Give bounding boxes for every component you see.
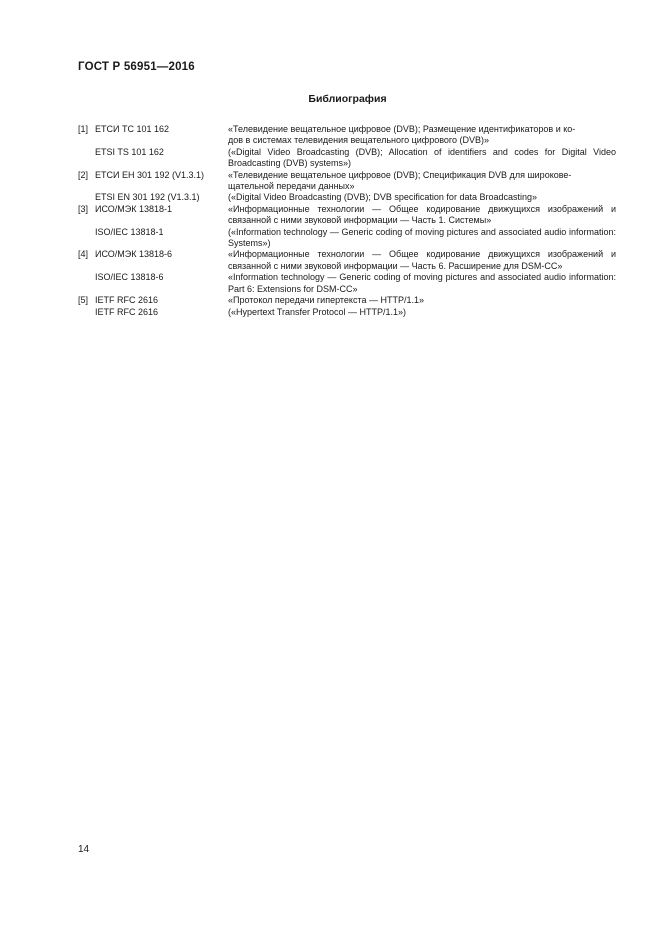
bibliography-row [78,249,616,272]
standard-code: ETSI EN 301 192 (V1.3.1) [95,192,200,203]
entry-number: [4] [78,249,89,260]
bibliography-entry [78,124,616,170]
bibliography-row [78,124,616,147]
standard-title: «Information technology — Generic coding of moving pictures and associated audio information: Part 6: Extensions for DSM-CC» [228,272,616,294]
bibliography-row [78,170,616,193]
bibliography-row [78,227,616,250]
standard-code: ETSI TS 101 162 [95,146,164,157]
standard-title: «Телевидение вещательное цифровое (DVB); Спецификация DVB для широкове- щательной передачи данных» [228,169,572,192]
document-header: ГОСТ Р 56951—2016 [78,61,195,73]
standard-code: ISO/IEC 13818-6 [95,272,164,283]
standard-title: («Digital Video Broadcasting (DVB); Allocation of identifiers and codes for Digital Video Broadcasting (DVB) systems») [228,146,616,169]
bibliography-entry [78,295,616,318]
standard-code: ИСО/МЭК 13818-6 [95,249,173,260]
standard-title: «Протокол передачи гипертекста — HTTP/1.1» [228,295,424,306]
entry-number: [2] [78,169,89,180]
bibliography-row [78,307,616,318]
page-number: 14 [78,844,90,855]
standard-code: IETF RFC 2616 [95,295,159,306]
entry-number: [5] [78,295,89,306]
standard-code: IETF RFC 2616 [95,306,159,317]
bibliography-row [78,204,616,227]
bibliography-row [78,272,616,295]
standard-code: ЕТСИ ТС 101 162 [95,124,169,134]
entry-number: [1] [78,124,89,134]
bibliography-entry [78,204,616,250]
bibliography-entry [78,249,616,295]
standard-code: ЕТСИ ЕН 301 192 (V1.3.1) [95,169,205,180]
bibliography-row [78,295,616,306]
section-title: Библиография [308,93,387,105]
standard-code: ISO/IEC 13818-1 [95,226,164,237]
standard-title: «Информационные технологии — Общее кодирование движущихся изображений и связанной с ними звуковой информации — Часть 1. Системы» [228,203,616,226]
entry-number: [3] [78,203,89,214]
bibliography-row [78,147,616,170]
standard-title: («Hypertext Transfer Protocol — HTTP/1.1») [228,306,407,317]
standard-title: «Информационные технологии — Общее кодирование движущихся изображений и связанной с ними звуковой информации — Часть 6. Расширение для DSM-CC» [228,249,616,271]
standard-title: («Digital Video Broadcasting (DVB); DVB specification for data Broadcasting» [228,192,537,203]
standard-code: ИСО/МЭК 13818-1 [95,203,173,214]
standard-title: («Information technology — Generic coding of moving pictures and associated audio information: Systems») [228,226,616,249]
bibliography-entry [78,170,616,204]
standard-title: «Телевидение вещательное цифровое (DVB); Размещение идентификаторов и ко- дов в системах телевидения вещательного цифрового (DVB)» [228,124,576,146]
bibliography-list [78,124,616,318]
bibliography-row [78,192,616,203]
